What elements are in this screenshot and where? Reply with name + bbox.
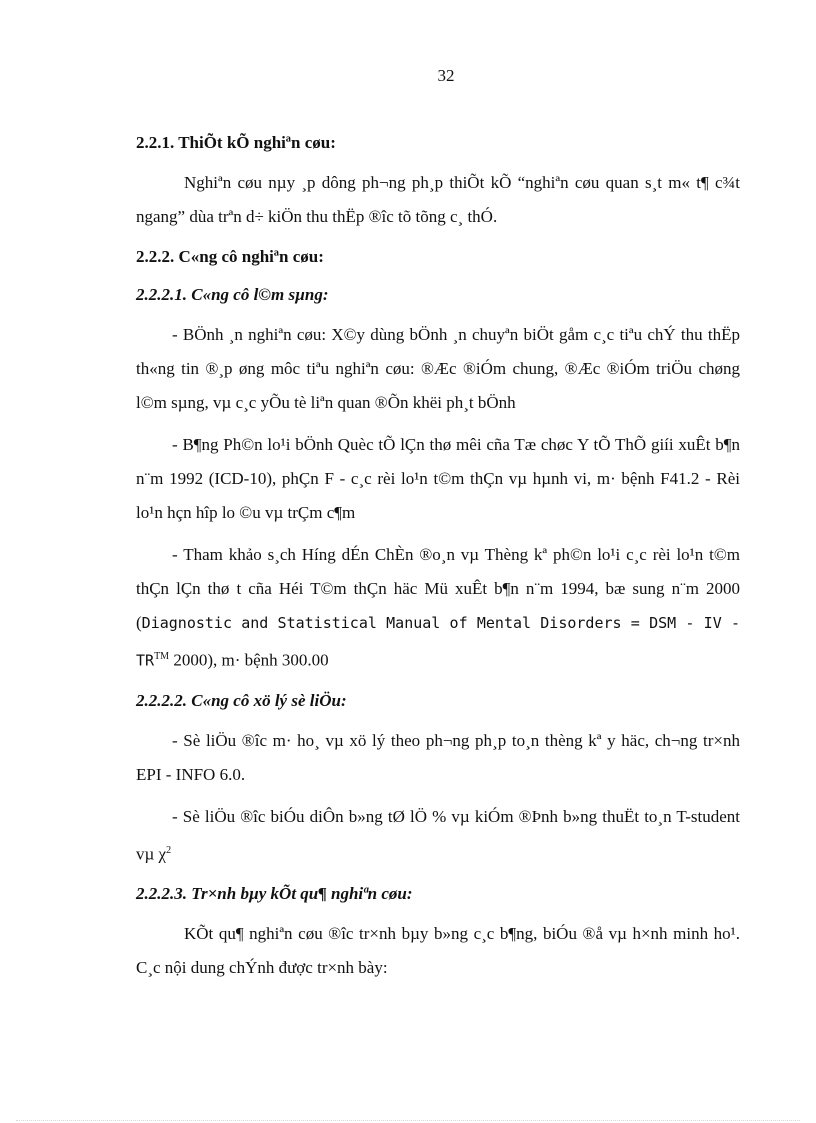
paragraph-data-processing: - Sè liÖu ®îc m· ho¸ vµ xö lý theo ph¬ng ph¸p to¸n thèng kª y häc, ch¬ng tr×nh EPI - INFO 6.0. [136,730,740,784]
dsm-text-start: - Tham khảo s¸ch Híng dÉn ChÈn ®o¸n vµ Thèng kª ph©n lo¹i c¸c rèi lo¹n t©m thÇn lÇn thø t cña Héi T©m thÇn häc Mü xuÊt b¶n n¨m 1994, bæ sung n¨m 2000 ( [136,545,740,632]
dsm-text-end: 2000), m· bệnh 300.00 [169,650,329,670]
dsm-title: Diagnostic and Statistical Manual of Mental Disorders = DSM - IV - TR [136,614,740,670]
page-bottom-divider [16,1120,800,1121]
section-heading-2-2-2-3: 2.2.2.3. Tr×nh bµy kÕt qu¶ nghiªn cøu: [136,884,413,904]
trademark-sup: TM [154,651,170,662]
section-heading-2-2-1: 2.2.1. ThiÕt kÕ nghiªn cøu: [136,133,336,152]
paragraph-study-design: Nghiªn cøu nµy ¸p dông ph¬ng ph¸p thiÕt kÕ “nghiªn cøu quan s¸t m« t¶ c¾t ngang” dùa trªn d÷ kiÖn thu thËp ®îc tõ tõng c¸ thÓ. [136,173,740,226]
section-heading-2-2-2: 2.2.2. C«ng cô nghiªn cøu: [136,247,324,266]
paragraph-icd10: - B¶ng Ph©n lo¹i bÖnh Quèc tÕ lÇn thø mêi cña Tæ chøc Y tÕ ThÕ giíi xuÊt b¶n n¨m 1992 (ICD-10), phÇn F - c¸c rèi lo¹n t©m thÇn vµ hµnh vi, m· bệnh F41.2 - Rèi lo¹n hçn hîp lo ©u vµ trÇm c¶m [136,435,740,522]
page-number: 32 [437,66,455,85]
paragraph-dsm [136,538,740,678]
paragraph-statistics [136,800,740,872]
chi-square-sup: 2 [166,844,172,856]
section-heading-2-2-2-2: 2.2.2.2. C«ng cô xö lý sè liÖu: [136,690,347,710]
document-body [136,128,740,985]
paragraph-results-presentation: KÕt qu¶ nghiªn cøu ®îc tr×nh bµy b»ng c¸c b¶ng, biÓu ®å vµ h×nh minh ho¹. C¸c nội dung chÝnh được tr×nh bày: [136,924,740,978]
statistics-text: - Sè liÖu ®îc biÓu diÔn b»ng tØ lÖ % vµ kiÓm ®Þnh b»ng thuËt to¸n T-student vµ χ [136,806,740,864]
section-heading-2-2-2-1: 2.2.2.1. C«ng cô l©m sµng: [136,285,329,304]
paragraph-case-record: - BÖnh ¸n nghiªn cøu: X©y dùng bÖnh ¸n chuyªn biÖt gåm c¸c tiªu chÝ thu thËp th«ng tin ®¸p øng môc tiªu nghiªn cøu: ®Æc ®iÓm chung, ®Æc ®iÓm triÖu chøng l©m sµng, vµ c¸c yÕu tè liªn quan ®Õn khëi ph¸t bÖnh [136,325,740,412]
